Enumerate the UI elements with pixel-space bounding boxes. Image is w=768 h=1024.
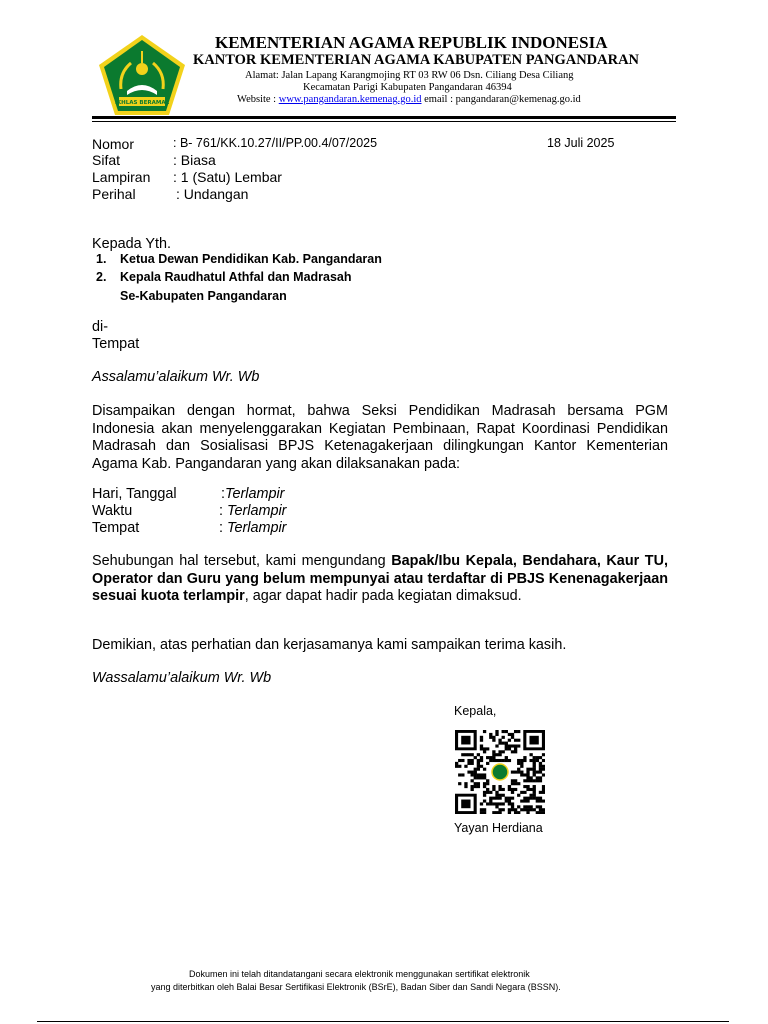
paragraph-invitation [92, 553, 668, 606]
email-text: email : pangandaran@kemenag.go.id [421, 94, 581, 105]
paragraph-intro: Disampaikan dengan hormat, bahwa Seksi Pendidikan Madrasah bersama PGM Indonesia akan menyelenggarakan Kegiatan Pembinaan, Rapat Koordinasi Pendidikan Madrasah dan Sosialisasi BPJS Ketenagakerjaan dilingkungan Kantor Kementerian Agama Kab. Pangandaran yang akan dilaksanakan pada: [92, 403, 668, 472]
letterhead-title: KEMENTERIAN AGAMA REPUBLIK INDONESIA [215, 33, 608, 52]
schedule-colon: : [219, 503, 227, 519]
sifat-label: Sifat [92, 152, 121, 168]
lampiran-value: : 1 (Satu) Lembar [173, 169, 282, 185]
schedule-value: Terlampir [227, 503, 287, 519]
signature-qr-code [455, 730, 545, 814]
website-label: Website : [237, 94, 279, 105]
di-label: di- [92, 319, 108, 335]
schedule-value-time [219, 503, 286, 519]
recipient-number: 2. [96, 270, 107, 284]
letterhead-subtitle: KANTOR KEMENTERIAN AGAMA KABUPATEN PANGANDARAN [193, 52, 640, 68]
invitation-invitees: Bapak/Ibu Kepala, Bendahara, Kaur TU, Operator dan Guru yang belum mempunyai atau terdaftar di PBJS Kenenagakerjaan sesuai kuota terlampir [92, 553, 668, 604]
letterhead-rule-thin [92, 121, 676, 122]
nomor-value: : B- 761/KK.10.27/II/PP.00.4/07/2025 [173, 136, 378, 150]
recipient-item [96, 270, 106, 284]
schedule-label-day: Hari, Tanggal [92, 486, 177, 502]
letterhead-address-line1: Alamat: Jalan Lapang Karangmojing RT 03 RW 06 Dsn. Ciliang Desa Ciliang [245, 70, 574, 81]
logo-motto: IKHLAS BERAMAL [114, 100, 170, 106]
website-link[interactable]: www.pangandaran.kemenag.go.id [278, 94, 422, 105]
letterhead-address-line2: Kecamatan Parigi Kabupaten Pangandaran 46394 [303, 82, 512, 93]
letterhead-rule-thick [92, 116, 676, 119]
ministry-logo [97, 33, 187, 117]
recipient-number: 1. [96, 252, 107, 266]
signature-title: Kepala, [454, 704, 497, 718]
schedule-label-time: Waktu [92, 503, 133, 519]
closing-greeting: Wassalamu’alaikum Wr. Wb [92, 670, 272, 686]
recipient-greeting: Kepada Yth. [92, 236, 171, 252]
schedule-value: Terlampir [225, 486, 285, 502]
perihal-value: : Undangan [176, 186, 249, 202]
perihal-label: Perihal [92, 186, 136, 202]
paragraph-closing: Demikian, atas perhatian dan kerjasamanya kami sampaikan terima kasih. [92, 637, 567, 653]
recipient-text: Ketua Dewan Pendidikan Kab. Pangandaran [120, 252, 382, 266]
schedule-colon: : [221, 486, 225, 502]
recipient-item [96, 252, 106, 266]
letterhead-contact [237, 94, 581, 105]
invitation-text-end: , agar dapat hadir pada kegiatan dimaksud. [244, 588, 522, 604]
tempat-label: Tempat [92, 336, 140, 352]
footer-line2: yang diterbitkan oleh Balai Besar Sertifikasi Elektronik (BSrE), Badan Siber dan Sandi Negara (BSSN). [151, 982, 561, 992]
signature-name: Yayan Herdiana [454, 821, 543, 835]
invitation-text: Sehubungan hal tersebut, kami mengundang [92, 553, 392, 569]
page-bottom-rule [37, 1021, 729, 1022]
letter-date: 18 Juli 2025 [547, 136, 615, 150]
salutation: Assalamu’alaikum Wr. Wb [92, 369, 260, 385]
footer-line1: Dokumen ini telah ditandatangani secara elektronik menggunakan sertifikat elektronik [189, 969, 530, 979]
schedule-value-day [221, 486, 284, 502]
recipient-text: Kepala Raudhatul Athfal dan Madrasah [120, 270, 352, 284]
recipient-text-continued: Se-Kabupaten Pangandaran [120, 289, 287, 303]
schedule-label-place: Tempat [92, 520, 140, 536]
schedule-colon: : [219, 520, 227, 536]
lampiran-label: Lampiran [92, 169, 151, 185]
schedule-value-place [219, 520, 286, 536]
sifat-value: : Biasa [173, 152, 216, 168]
nomor-label: Nomor [92, 136, 135, 152]
schedule-value: Terlampir [227, 520, 287, 536]
